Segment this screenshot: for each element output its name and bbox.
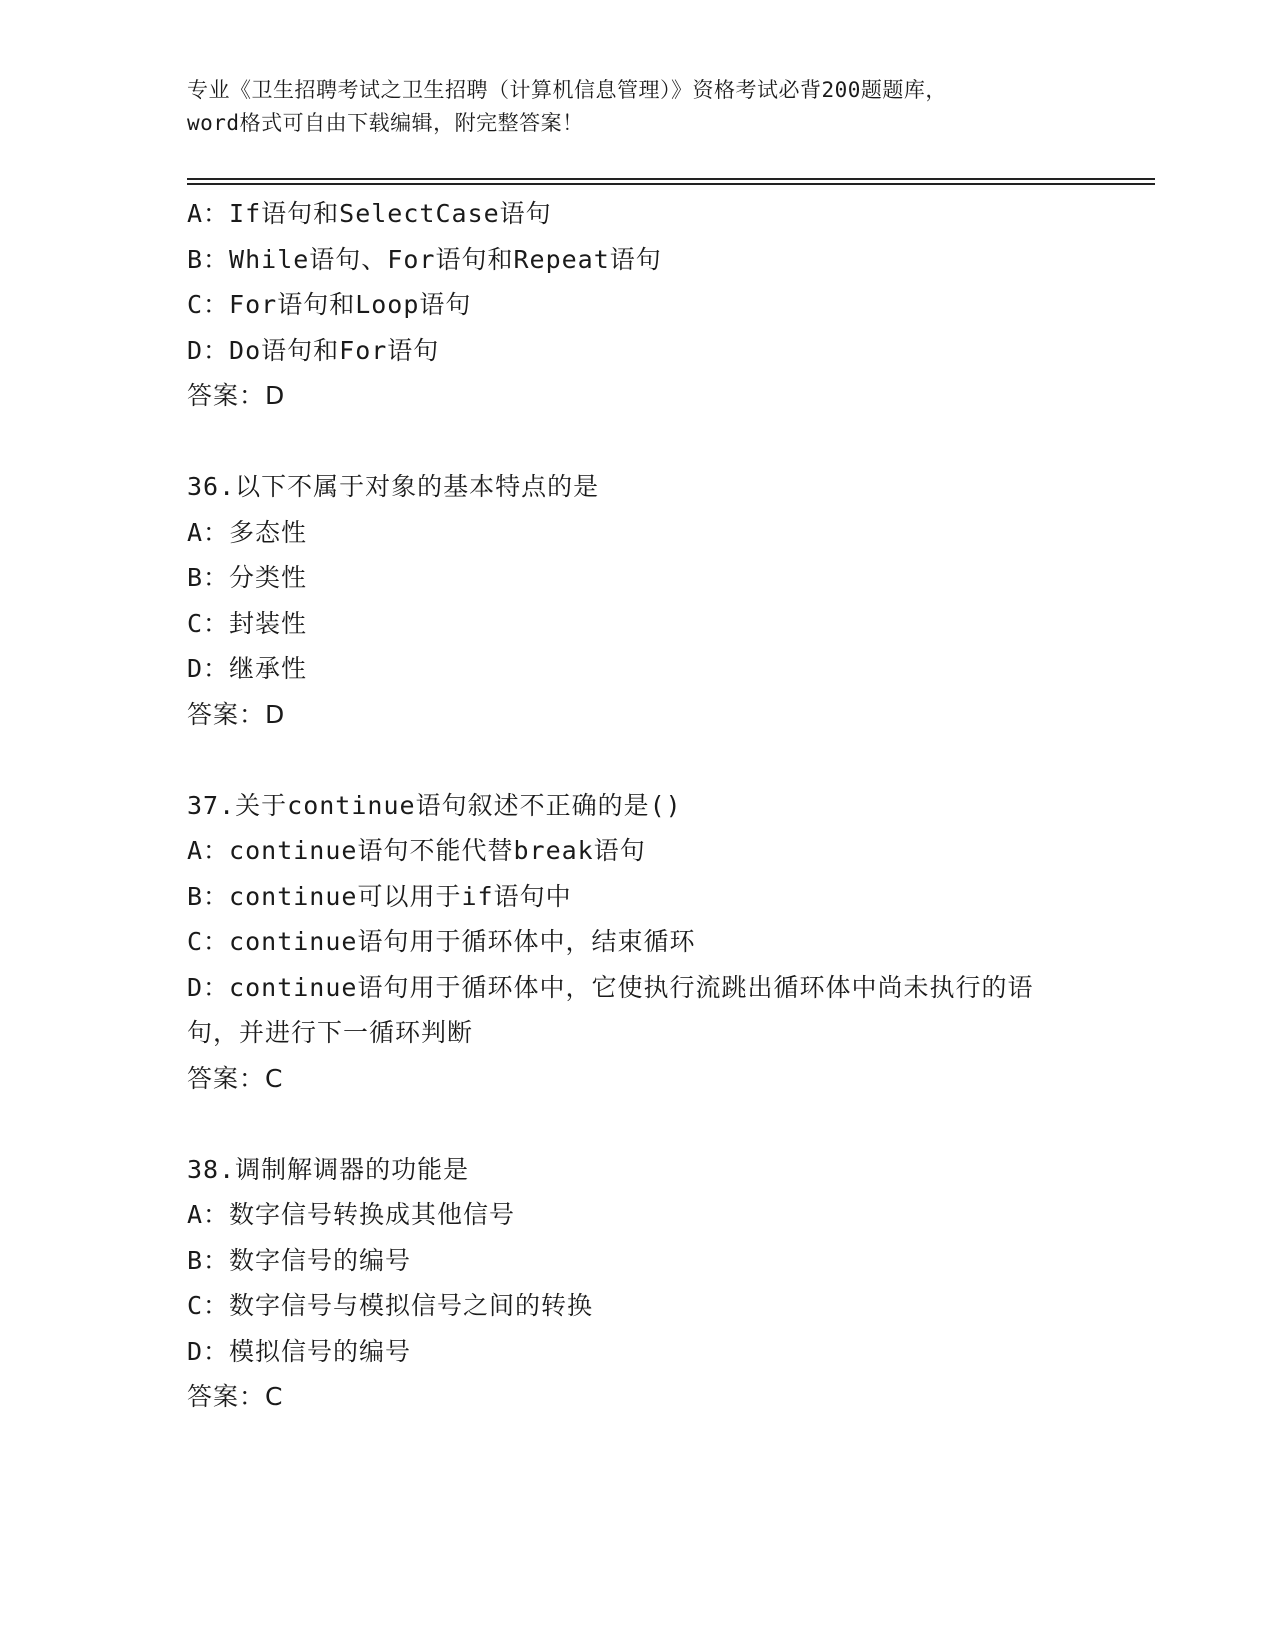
question-text: 36.以下不属于对象的基本特点的是 [187, 472, 600, 501]
option-d: D：Do语句和For语句 [187, 335, 440, 365]
document-header [187, 74, 1067, 140]
option-b: B：continue可以用于if语句中 [187, 881, 572, 911]
header-divider-bottom [187, 183, 1155, 185]
option-b: B：数字信号的编号 [187, 1245, 412, 1275]
option-c: C：For语句和Loop语句 [187, 290, 472, 319]
question-list [187, 191, 1087, 1420]
option-a: A：多态性 [187, 517, 308, 547]
answer-text: 答案：C [187, 1382, 284, 1411]
header-divider-top [187, 178, 1155, 180]
option-b: B：分类性 [187, 563, 308, 592]
option-a: A：If语句和SelectCase语句 [187, 199, 552, 228]
question-text: 37.关于continue语句叙述不正确的是() [187, 790, 682, 820]
answer-text: 答案：D [187, 699, 286, 729]
option-d: D：continue语句用于循环体中，它使执行流跳出循环体中尚未执行的语句，并进行下一循环判断 [187, 972, 1034, 1047]
option-c: C：continue语句用于循环体中，结束循环 [187, 927, 696, 956]
option-a: A：数字信号转换成其他信号 [187, 1200, 516, 1229]
option-c: C：数字信号与模拟信号之间的转换 [187, 1291, 594, 1320]
question-block-36 [187, 464, 1087, 737]
question-text: 38.调制解调器的功能是 [187, 1154, 470, 1184]
answer-text: 答案：C [187, 1063, 284, 1093]
option-b: B：While语句、For语句和Repeat语句 [187, 244, 662, 274]
question-block-38 [187, 1147, 1087, 1420]
question-block-37 [187, 783, 1087, 1102]
option-c: C：封装性 [187, 608, 308, 638]
option-d: D：模拟信号的编号 [187, 1336, 412, 1366]
header-line-2: word格式可自由下载编辑，附完整答案！ [187, 111, 584, 135]
option-a: A：continue语句不能代替break语句 [187, 836, 646, 865]
option-d: D：继承性 [187, 654, 308, 683]
answer-text: 答案：D [187, 381, 286, 410]
question-block-35 [187, 191, 1087, 419]
header-line-1: 专业《卫生招聘考试之卫生招聘（计算机信息管理）》资格考试必背200题题库， [187, 78, 947, 102]
